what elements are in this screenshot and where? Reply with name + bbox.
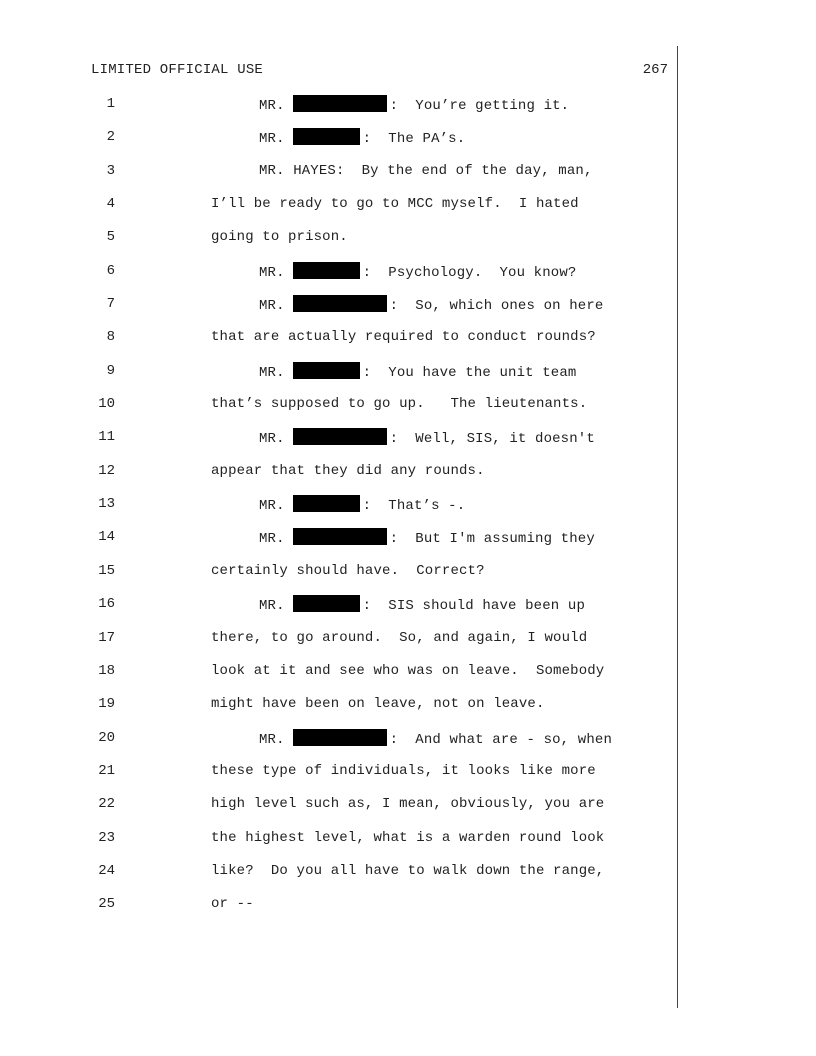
line-text: or -- bbox=[211, 896, 254, 913]
redaction-box bbox=[293, 295, 387, 312]
line-text: going to prison. bbox=[211, 229, 348, 246]
line-text: like? Do you all have to walk down the range, bbox=[211, 862, 605, 879]
line-number: 12 bbox=[98, 462, 115, 479]
transcript-line bbox=[0, 228, 816, 261]
line-text: there, to go around. So, and again, I would bbox=[211, 629, 588, 646]
redaction-box bbox=[293, 495, 360, 512]
transcript-line bbox=[0, 562, 816, 595]
transcript-line bbox=[0, 462, 816, 495]
line-text: these type of individuals, it looks like more bbox=[211, 762, 596, 779]
transcript-line bbox=[0, 328, 816, 361]
line-text bbox=[259, 528, 595, 548]
transcript-line bbox=[0, 495, 816, 528]
transcript-line bbox=[0, 395, 816, 428]
transcript-line bbox=[0, 795, 816, 828]
line-text bbox=[259, 729, 612, 749]
line-number: 20 bbox=[98, 729, 115, 746]
speech-text: : But I'm assuming they bbox=[389, 531, 595, 548]
line-text: appear that they did any rounds. bbox=[211, 462, 485, 479]
transcript-line bbox=[0, 128, 816, 161]
transcript-line bbox=[0, 729, 816, 762]
line-number: 6 bbox=[106, 262, 115, 279]
transcript-line bbox=[0, 829, 816, 862]
speech-text: : SIS should have been up bbox=[362, 598, 585, 615]
line-number: 14 bbox=[98, 529, 115, 546]
line-text: might have been on leave, not on leave. bbox=[211, 696, 545, 713]
line-number: 7 bbox=[106, 296, 115, 313]
speaker-prefix: MR. bbox=[259, 731, 285, 748]
line-text bbox=[259, 95, 569, 115]
transcript-line bbox=[0, 362, 816, 395]
classification-header: LIMITED OFFICIAL USE bbox=[91, 62, 264, 78]
transcript-line bbox=[0, 195, 816, 228]
line-text bbox=[259, 128, 465, 148]
speech-text: : That’s -. bbox=[362, 498, 466, 515]
line-number: 8 bbox=[106, 329, 115, 346]
line-text bbox=[259, 295, 603, 315]
line-number: 11 bbox=[98, 429, 115, 446]
transcript-line bbox=[0, 595, 816, 628]
line-text: I’ll be ready to go to MCC myself. I hated bbox=[211, 196, 579, 213]
line-number: 1 bbox=[106, 96, 115, 112]
line-text bbox=[259, 362, 576, 382]
speaker-prefix: MR. bbox=[259, 298, 285, 315]
redaction-box bbox=[293, 362, 360, 379]
line-number: 10 bbox=[98, 396, 115, 413]
line-text bbox=[259, 495, 465, 515]
redaction-box bbox=[293, 729, 387, 746]
speech-text: : And what are - so, when bbox=[389, 731, 612, 748]
line-number: 5 bbox=[106, 229, 115, 246]
line-number: 25 bbox=[98, 896, 115, 913]
redaction-box bbox=[293, 95, 387, 112]
transcript-line bbox=[0, 862, 816, 895]
page-number: 267 bbox=[642, 62, 668, 78]
line-number: 3 bbox=[106, 162, 115, 179]
line-text: that’s supposed to go up. The lieutenants. bbox=[211, 396, 588, 413]
speech-text: : So, which ones on here bbox=[389, 298, 604, 315]
speech-text: : You have the unit team bbox=[362, 364, 577, 381]
line-number: 16 bbox=[98, 596, 115, 613]
speaker-prefix: MR. bbox=[259, 598, 285, 615]
line-number: 9 bbox=[106, 362, 115, 379]
line-number: 17 bbox=[98, 629, 115, 646]
line-number: 21 bbox=[98, 762, 115, 779]
redaction-box bbox=[293, 262, 360, 279]
transcript-line bbox=[0, 428, 816, 461]
speaker-prefix: MR. bbox=[259, 431, 285, 448]
line-text bbox=[259, 262, 576, 282]
line-text: look at it and see who was on leave. Somebody bbox=[211, 662, 605, 679]
line-number: 15 bbox=[98, 562, 115, 579]
transcript-line bbox=[0, 162, 816, 195]
line-text: the highest level, what is a warden round look bbox=[211, 829, 605, 846]
transcript-line bbox=[0, 762, 816, 795]
transcript-line bbox=[0, 662, 816, 695]
line-text bbox=[259, 595, 585, 615]
speaker-prefix: MR. bbox=[259, 498, 285, 515]
speaker-prefix: MR. bbox=[259, 364, 285, 381]
line-number: 22 bbox=[98, 796, 115, 813]
redaction-box bbox=[293, 128, 360, 145]
line-text bbox=[259, 428, 595, 448]
line-text: certainly should have. Correct? bbox=[211, 562, 485, 579]
speaker-prefix: MR. bbox=[259, 98, 285, 114]
speech-text: : Well, SIS, it doesn't bbox=[389, 431, 595, 448]
line-number: 19 bbox=[98, 696, 115, 713]
redaction-box bbox=[293, 528, 387, 545]
transcript-line bbox=[0, 695, 816, 728]
speaker-prefix: MR. bbox=[259, 131, 285, 148]
speaker-prefix: MR. bbox=[259, 531, 285, 548]
transcript-line bbox=[0, 528, 816, 561]
line-number: 23 bbox=[98, 829, 115, 846]
transcript-line bbox=[0, 262, 816, 295]
transcript-line bbox=[0, 95, 816, 128]
transcript-line bbox=[0, 295, 816, 328]
line-text: that are actually required to conduct rounds? bbox=[211, 329, 596, 346]
redaction-box bbox=[293, 595, 360, 612]
transcript-line bbox=[0, 629, 816, 662]
line-number: 18 bbox=[98, 662, 115, 679]
line-text: MR. HAYES: By the end of the day, man, bbox=[259, 162, 593, 179]
redaction-box bbox=[293, 428, 387, 445]
line-number: 4 bbox=[106, 196, 115, 213]
transcript-line bbox=[0, 895, 816, 928]
line-text: high level such as, I mean, obviously, you are bbox=[211, 796, 605, 813]
speech-text: : You’re getting it. bbox=[389, 98, 570, 114]
line-number: 13 bbox=[98, 496, 115, 513]
speaker-prefix: MR. bbox=[259, 264, 285, 281]
line-number: 24 bbox=[98, 862, 115, 879]
transcript-body bbox=[0, 95, 816, 929]
speech-text: : Psychology. You know? bbox=[362, 264, 577, 281]
line-number: 2 bbox=[106, 129, 115, 146]
speech-text: : The PA’s. bbox=[362, 131, 466, 148]
